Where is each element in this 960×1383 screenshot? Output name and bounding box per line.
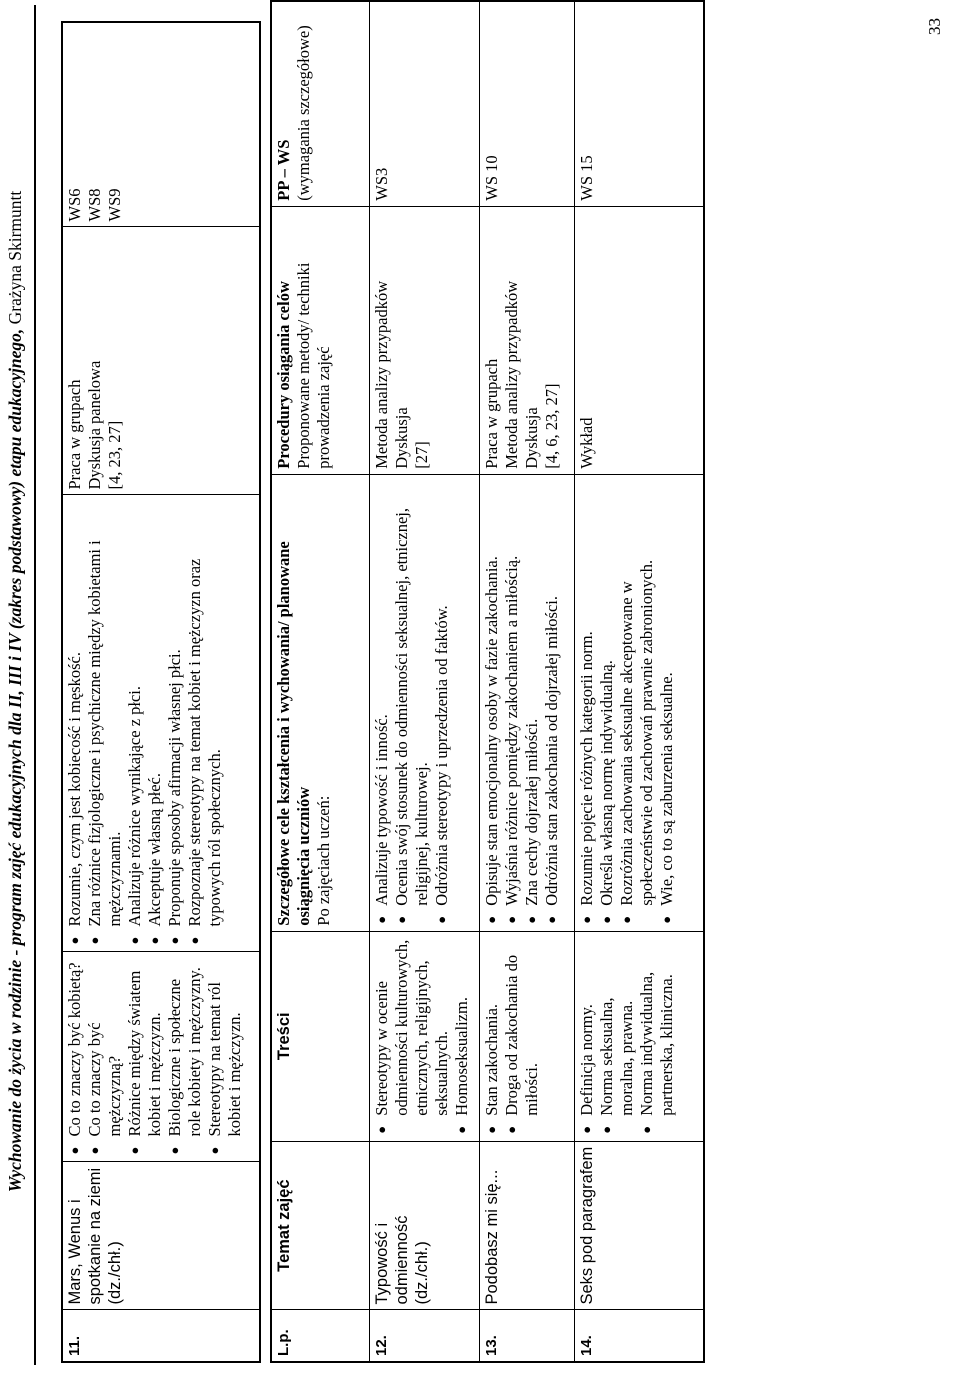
row-methods (62, 227, 260, 495)
topic-line: Mars, Wenus i (66, 1199, 84, 1305)
list-item: ● Norma indywidualna, partnerska, kliniczna. (637, 937, 677, 1136)
row-standards (479, 1, 574, 206)
table-row (62, 22, 260, 1362)
header-goals-sub: Po zajęciach uczeń: (314, 795, 333, 926)
method-line: [27] (411, 441, 431, 469)
table-header-row (271, 1, 369, 1362)
list-item: ● Różnice między światem kobiet i mężczyzn. (125, 958, 165, 1157)
method-line: Metoda analizy przypadków (371, 280, 391, 469)
list-item: ● Ocenia swój stosunek do odmienności seksualnej, etnicznej, religijnej, kulturowej. (392, 480, 432, 926)
header-standards-sub: (wymagania szczegółowe) (294, 25, 313, 201)
list-item: ● Stan zakochania. (482, 937, 502, 1136)
list-item: ● Droga od zakochania do miłości. (502, 937, 542, 1136)
method-line: Praca w grupach (481, 358, 501, 469)
list-item: ● Biologiczne i społeczne role kobiety i mężczyzny. (165, 958, 205, 1157)
row-contents (574, 931, 704, 1141)
list-item: ● Zna różnice fizjologiczne i psychiczne między kobietami i mężczyznami. (85, 501, 125, 947)
row-contents (479, 931, 574, 1141)
row-standards (62, 22, 260, 227)
method-line: Wykład (576, 417, 596, 469)
header-goals (271, 474, 369, 931)
list-item: ● Norma seksualna, moralna, prawna. (597, 937, 637, 1136)
list-item: ● Wyjaśnia różnice pomiędzy zakochaniem a miłością. (502, 480, 522, 926)
header-num: L.p. (271, 1310, 369, 1362)
topic-line: spotkanie na ziemi (86, 1167, 104, 1305)
row-methods (479, 206, 574, 474)
method-line: Dyskusja (391, 407, 411, 469)
page-header (5, 0, 26, 1383)
topic-line: Seks pod paragrafem (577, 1146, 596, 1305)
list-item: ● Stereotypy na temat ról kobiet i mężczyzn. (205, 958, 245, 1157)
header-topic: Temat zajęć (271, 1141, 369, 1310)
list-item: ● Analizuje typowość i inność. (372, 480, 392, 926)
list-item: ● Rozumie pojęcie różnych kategorii norm. (577, 480, 597, 926)
header-rule (34, 5, 36, 1365)
list-item: ● Co to znaczy być mężczyzną? (85, 958, 125, 1157)
list-item: ● Analizuje różnice wynikające z płci. (125, 501, 145, 947)
row-topic (574, 1141, 704, 1310)
method-line: Dyskusja (521, 407, 541, 469)
topic-line: (dz./chł.) (106, 1241, 124, 1305)
list-item: ● Określa własną normę indywidualną. (597, 480, 617, 926)
row-goals (574, 474, 704, 931)
table-continuation (61, 21, 261, 1363)
standard-line: WS6 (65, 188, 84, 222)
list-item: ● Definicja normy. (577, 937, 597, 1136)
list-item: ● Rozróżnia zachowania seksualne akceptowane w społeczeństwie od zachowań prawnie zabronionych. (617, 480, 657, 926)
row-topic (62, 1162, 260, 1310)
header-author: Grażyna Skirmuntt (5, 190, 25, 329)
list-item: ● Akceptuje własną płeć. (145, 501, 165, 947)
row-goals (369, 474, 479, 931)
topic-line: Podobasz mi się... (482, 1169, 501, 1305)
header-standards-title: PP – WS (274, 139, 293, 201)
row-topic (479, 1141, 574, 1310)
list-item: ● Rozumie, czym jest kobiecość i męskość. (65, 501, 85, 947)
list-item: ● Rozpoznaje stereotypy na temat kobiet i mężczyzn oraz typowych ról społecznych. (185, 501, 225, 947)
row-contents (369, 931, 479, 1141)
row-topic (369, 1141, 479, 1310)
row-standards (369, 1, 479, 206)
header-methods-sub: Proponowane metody/ techniki prowadzenia zajęć (294, 262, 333, 469)
list-item: ● Odróżnia stan zakochania od dojrzałej miłości. (542, 480, 562, 926)
table-main (270, 0, 705, 1363)
list-item: ● Co to znaczy być kobietą? (65, 958, 85, 1157)
header-methods-title: Procedury osiągania celów (274, 281, 293, 469)
row-contents (62, 952, 260, 1162)
row-methods (574, 206, 704, 474)
standard-line: WS8 (85, 188, 104, 222)
table-row (369, 1, 479, 1362)
list-item: ● Stereotypy w ocenie odmienności kulturowych, etnicznych, religijnych, seksualnych. (372, 937, 452, 1136)
table-row (574, 1, 704, 1362)
topic-line: Typowość i (372, 1222, 391, 1305)
header-standards (271, 1, 369, 206)
header-goals-title: Szczegółowe cele kształcenia i wychowania/ planowane osiągnięcia uczniów (274, 541, 313, 926)
table-row (479, 1, 574, 1362)
header-title: Wychowanie do życia w rodzinie - program zajęć edukacyjnych dla II, III i IV (zakres podstawowy) etapu edukacyjnego, (5, 328, 25, 1193)
method-line: [4, 6, 23, 27] (541, 383, 561, 469)
topic-line: (dz./chł.) (412, 1241, 431, 1305)
list-item: ● Zna cechy dojrzałej miłości. (522, 480, 542, 926)
row-methods (369, 206, 479, 474)
row-number: 13. (479, 1310, 574, 1362)
row-goals (479, 474, 574, 931)
list-item: ● Odróżnia stereotypy i uprzedzenia od faktów. (432, 480, 452, 926)
topic-line: odmienność (392, 1215, 411, 1305)
method-line: Metoda analizy przypadków (501, 280, 521, 469)
list-item: ● Opisuje stan emocjonalny osoby w fazie zakochania. (482, 480, 502, 926)
row-goals (62, 495, 260, 952)
list-item: ● Proponuje sposoby afirmacji własnej płci. (165, 501, 185, 947)
method-line: Dyskusja panelowa (85, 360, 104, 490)
standard-line: WS 15 (576, 155, 596, 201)
method-line: Praca w grupach (65, 379, 84, 490)
header-methods (271, 206, 369, 474)
list-item: ● Homoseksualizm. (452, 937, 472, 1136)
row-number: 14. (574, 1310, 704, 1362)
list-item: ● Wie, co to są zaburzenia seksualne. (657, 480, 677, 926)
standard-line: WS3 (371, 167, 391, 201)
row-standards (574, 1, 704, 206)
method-line: [4, 23, 27] (105, 420, 124, 490)
page-number: 33 (925, 18, 944, 35)
row-number: 12. (369, 1310, 479, 1362)
standard-line: WS 10 (481, 155, 501, 201)
standard-line: WS9 (105, 188, 124, 222)
row-number: 11. (62, 1310, 260, 1362)
header-contents: Treści (271, 931, 369, 1141)
